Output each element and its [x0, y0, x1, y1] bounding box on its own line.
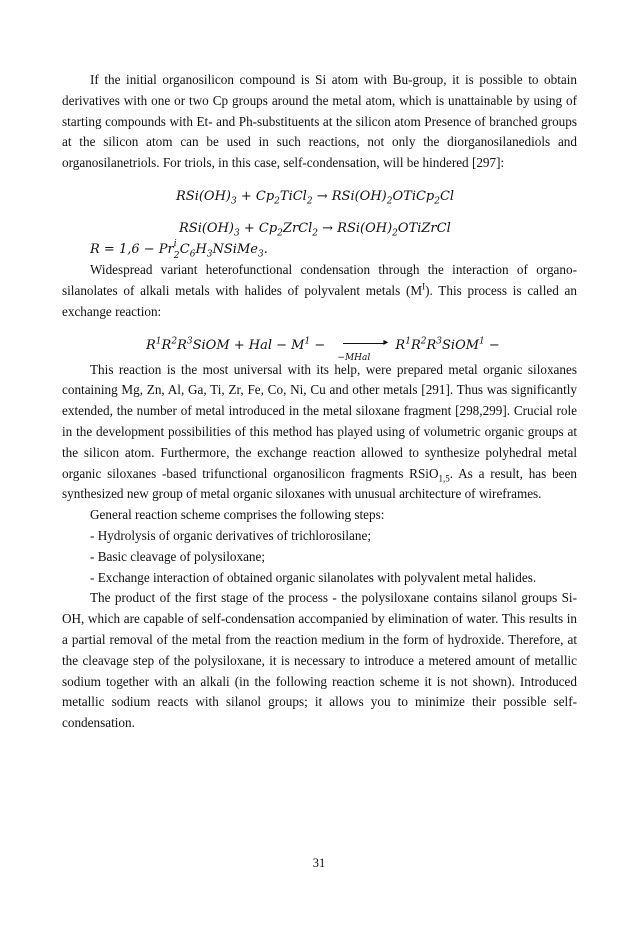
reaction-arrow	[337, 336, 389, 364]
paragraph-first-stage: The product of the first stage of the process - the polysiloxane contains silanol groups Si-OH, which are capable of self-condensation accompanied by elimination of water. This results in a partial removal of the metal from the reaction medium in the form of hydroxide. Therefore, at the cleavage step of the polysiloxane, it is necessary to introduce a metered amount of metallic sodium together with an alkali (in the following reaction scheme it is not shown). Introduced metallic sodium reacts with silanol groups; it allows you to minimize their possible self-condensation.	[62, 590, 577, 731]
arrow-head-icon: ▸	[383, 337, 389, 349]
equation-zr: $RSi(OH)_3$ + $Cp_2ZrCl_2$ → $RSi(OH)_2OTiZrCl$	[179, 220, 451, 239]
paragraph-scheme-intro: General reaction scheme comprises the following steps:	[90, 507, 385, 523]
equation-ti: $RSi(OH)_3$ + $Cp_2TiCl_2$ → $RSi(OH)_2OTiCp_2Cl$	[176, 188, 455, 207]
list-item-exchange: - Exchange interaction of obtained organic silanolates with polyvalent metal halides.	[90, 569, 537, 585]
body-text	[62, 70, 577, 734]
equation-exchange: $R^1R^2R^3SiOM$ + Hal − $M^1$ − ▸ −MHal $R^1R^2R^3SiOM^1$ −	[62, 336, 577, 357]
equation-r-definition: R = 1,6 − Pr i 2 $C_6H_3NSiMe_3$.	[90, 238, 268, 261]
list-item-hydrolysis: - Hydrolysis of organic derivatives of trichlorosilane;	[90, 527, 372, 543]
page-number: 31	[312, 856, 326, 870]
list-item-cleavage: - Basic cleavage of polysiloxane;	[90, 548, 266, 564]
paragraph-exchange: Widespread variant heterofunctional condensation through the interaction of organo-silanolates of alkali metals with halides of polyvalent metals $(M^I)$. This process is called an exchange reaction:	[62, 262, 577, 319]
paragraph-universal-reaction: This reaction is the most universal with its help, were prepared metal organic siloxanes containing Mg, Zn, Al, Ga, Ti, Zr, Fe, Co, Ni, Cu and other metals [291]. Thus was significantly extended, the number of metal introduced in the metal siloxane fragment [298,299]. Crucial role in the development possibilities of this method has played using of volumetric organic groups at the silicon atom. Furthermore, the exchange reaction allowed to synthesize polyhedral metal organic siloxanes -based trifunctional organosilicon fragments RSiO$_{1,5}$. As a result, has been synthesized new group of metal organic siloxanes with unusual architecture of wireframes.	[62, 361, 577, 502]
paragraph-intro: If the initial organosilicon compound is Si atom with Bu-group, it is possible to obtain derivatives with one or two Cp groups around the metal atom, which is unattainable by using of starting compounds with Et- and Ph-substituents at the silicon atom Presence of branched groups at the silicon atom can be used in such reactions, not only the diorganosilanediols and organosilanetriols. For triols, in this case, self-condensation, will be hindered [297]:	[62, 72, 577, 171]
arrow-label: −MHal	[337, 353, 371, 364]
